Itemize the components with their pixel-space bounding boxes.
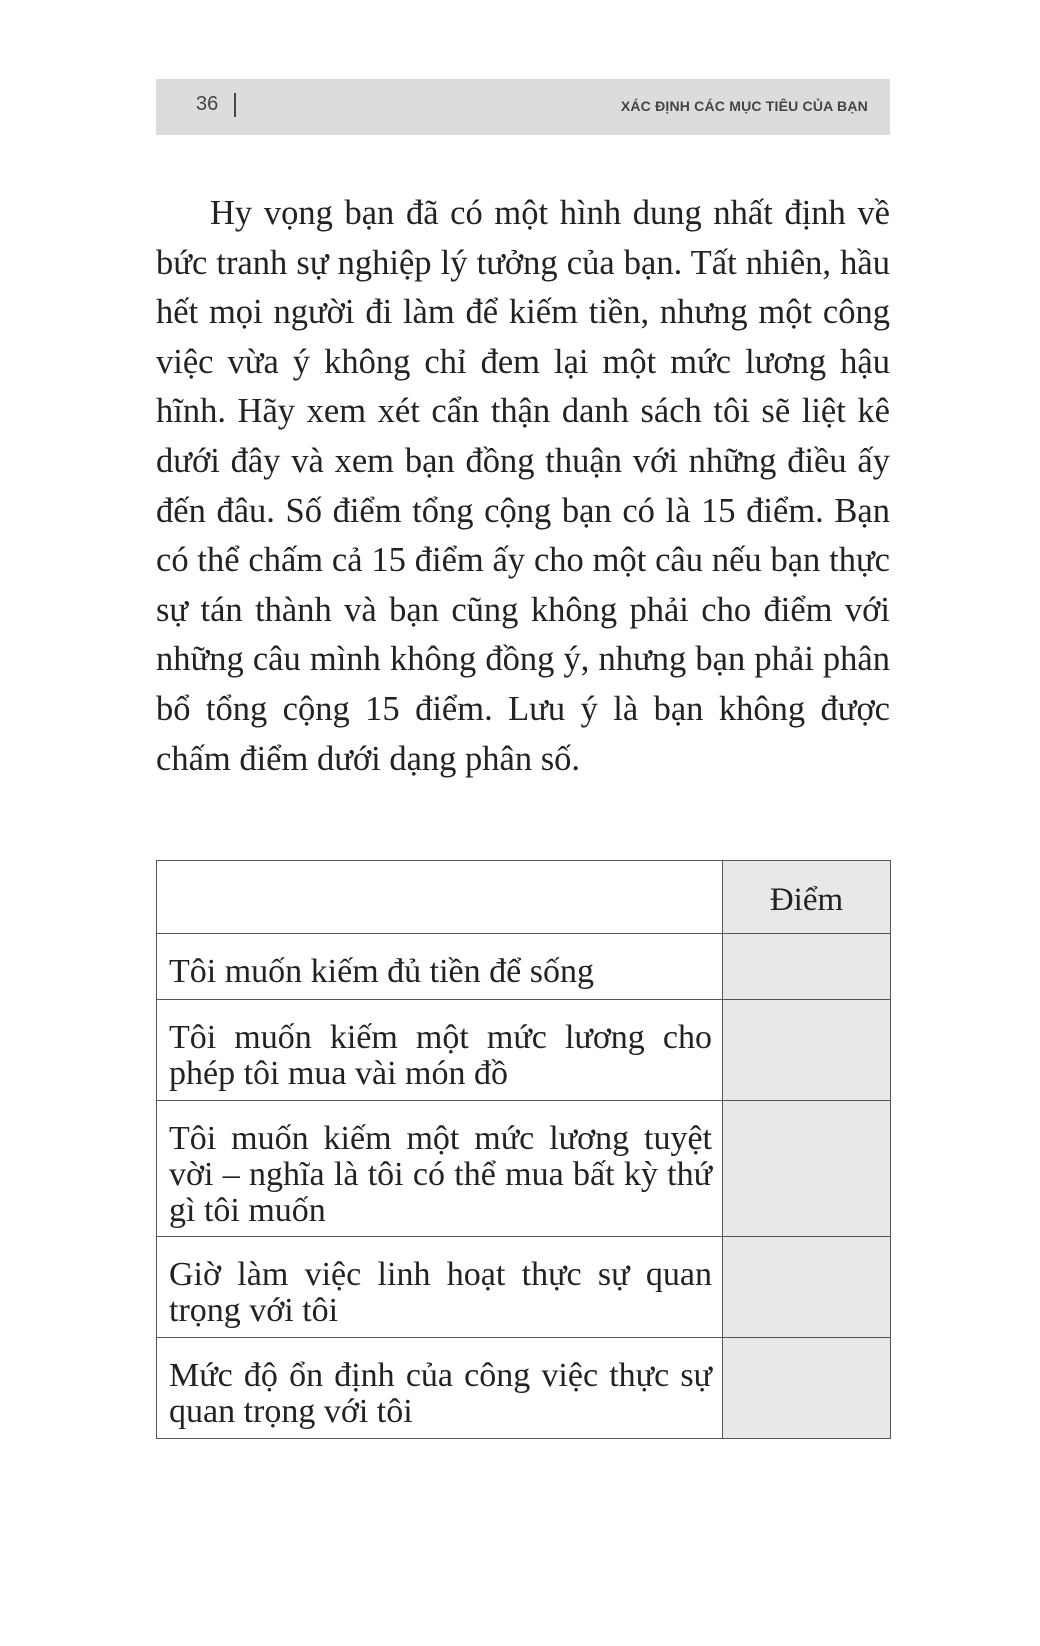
table-row: [157, 1000, 891, 1101]
table-header-empty-cell: [157, 861, 723, 934]
score-input-cell[interactable]: [723, 1338, 891, 1439]
table-row: [157, 934, 891, 1000]
header-divider: [234, 93, 236, 117]
statement-cell: Tôi muốn kiếm một mức lương cho phép tôi mua vài món đồ: [157, 1000, 723, 1101]
page-number: 36: [196, 93, 219, 115]
statement-cell: Tôi muốn kiếm đủ tiền để sống: [157, 934, 723, 1000]
score-column-header: Điểm: [723, 861, 891, 934]
score-table: [156, 860, 891, 1439]
table-row: [157, 1237, 891, 1338]
running-header: [156, 79, 890, 135]
chapter-title: XÁC ĐỊNH CÁC MỤC TIÊU CỦA BẠN: [620, 98, 868, 114]
score-input-cell[interactable]: [723, 1237, 891, 1338]
statement-cell: Tôi muốn kiếm một mức lương tuyệt vời – nghĩa là tôi có thể mua bất kỳ thứ gì tôi muốn: [157, 1101, 723, 1237]
table-row: [157, 1338, 891, 1439]
body-paragraph: Hy vọng bạn đã có một hình dung nhất định về bức tranh sự nghiệp lý tưởng của bạn. Tất nhiên, hầu hết mọi người đi làm để kiếm tiền, nhưng một công việc vừa ý không chỉ đem lại một mức lương hậu hĩnh. Hãy xem xét cẩn thận danh sách tôi sẽ liệt kê dưới đây và xem bạn đồng thuận với những điều ấy đến đâu. Số điểm tổng cộng bạn có là 15 điểm. Bạn có thể chấm cả 15 điểm ấy cho một câu nếu bạn thực sự tán thành và bạn cũng không phải cho điểm với những câu mình không đồng ý, nhưng bạn phải phân bổ tổng cộng 15 điểm. Lưu ý là bạn không được chấm điểm dưới dạng phân số.: [156, 194, 890, 778]
score-input-cell[interactable]: [723, 934, 891, 1000]
statement-cell: Giờ làm việc linh hoạt thực sự quan trọng với tôi: [157, 1237, 723, 1338]
table-row: [157, 1101, 891, 1237]
table-header-row: [157, 861, 891, 934]
statement-cell: Mức độ ổn định của công việc thực sự quan trọng với tôi: [157, 1338, 723, 1439]
score-input-cell[interactable]: [723, 1000, 891, 1101]
score-input-cell[interactable]: [723, 1101, 891, 1237]
